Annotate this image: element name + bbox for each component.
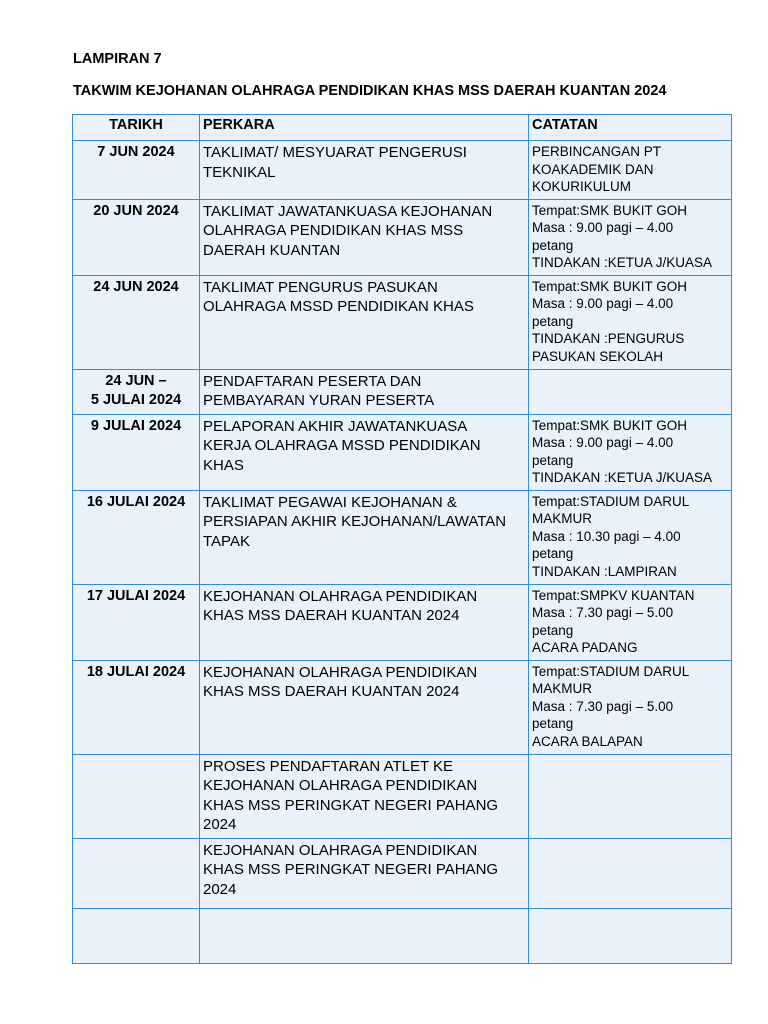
perkara-line: PERSIAPAN AKHIR KEJOHANAN/LAWATAN [203,513,507,530]
perkara-line: KEJOHANAN OLAHRAGA PENDIDIKAN [203,777,478,794]
perkara-line: DAERAH KUANTAN [203,241,341,259]
perkara-line: PENDAFTARAN PESERTA DAN [203,372,422,390]
catatan-line: Tempat:SMPKV KUANTAN [532,587,695,603]
date-cell [73,414,200,490]
catatan-line: petang [532,313,574,329]
date-cell [73,660,200,754]
perkara-line: TAKLIMAT PENGURUS PASUKAN [203,278,438,296]
catatan-line: MAKMUR [532,511,592,526]
catatan-cell [529,414,732,490]
header-perkara: PERKARA [200,115,529,141]
perkara-cell [200,754,529,838]
catatan-line: Tempat:STADIUM DARUL [532,663,690,679]
date-line: 24 JUN – [105,372,167,389]
date-line: 18 JULAI 2024 [86,663,186,680]
catatan-line: petang [532,546,574,561]
catatan-line: Masa : 7.30 pagi – 5.00 [532,605,674,620]
perkara-cell [200,838,529,908]
table-header-row [73,115,732,141]
perkara-line: PROSES PENDAFTARAN ATLET KE [203,757,454,775]
catatan-cell [529,199,732,275]
catatan-line: PASUKAN SEKOLAH [532,348,664,364]
perkara-line: 2024 [203,816,237,833]
perkara-cell [200,584,529,660]
header-tarikh: TARIKH [73,115,200,141]
catatan-line: Tempat:SMK BUKIT GOH [532,278,688,294]
table-row [73,490,732,584]
table-row [73,141,732,200]
perkara-cell [200,660,529,754]
table-row [73,275,732,369]
catatan-cell [529,369,732,414]
catatan-line: Tempat:STADIUM DARUL [532,493,690,509]
date-line: 5 JULAI 2024 [90,391,182,408]
perkara-line: 2024 [203,880,237,898]
table-row [73,754,732,838]
catatan-cell [529,141,732,200]
perkara-line: TAKLIMAT PEGAWAI KEJOHANAN & [203,493,457,511]
table-row [73,838,732,908]
catatan-line: petang [532,716,574,731]
perkara-line: KEJOHANAN OLAHRAGA PENDIDIKAN [203,587,478,605]
perkara-line: TAPAK [203,532,250,550]
catatan-line: TINDAKAN :KETUA J/KUASA [532,470,713,485]
perkara-cell [200,141,529,200]
catatan-line: petang [532,622,574,638]
date-cell [73,369,200,414]
annex-label: LAMPIRAN 7 [73,51,162,67]
perkara-line: PEMBAYARAN YURAN PESERTA [203,392,435,409]
date-cell [73,141,200,200]
perkara-cell [200,199,529,275]
perkara-cell [200,275,529,369]
table-row [73,369,732,414]
date-line: 9 JULAI 2024 [90,417,182,434]
perkara-line: KEJOHANAN OLAHRAGA PENDIDIKAN [203,663,478,681]
catatan-line: Masa : 9.00 pagi – 4.00 [532,435,674,450]
perkara-line: TAKLIMAT JAWATANKUASA KEJOHANAN [203,202,493,220]
perkara-cell [200,414,529,490]
date-cell [73,584,200,660]
perkara-line: KHAS MSS DAERAH KUANTAN 2024 [203,607,460,624]
catatan-line: Masa : 9.00 pagi – 4.00 [532,220,674,235]
catatan-cell [529,490,732,584]
table-row [73,660,732,754]
perkara-cell [200,908,529,963]
date-cell [73,754,200,838]
date-cell [73,199,200,275]
table-row [73,414,732,490]
catatan-line: petang [532,452,574,468]
perkara-cell [200,490,529,584]
date-cell [73,275,200,369]
document-title: TAKWIM KEJOHANAN OLAHRAGA PENDIDIKAN KHAS MSS DAERAH KUANTAN 2024 [73,83,667,99]
catatan-line: Masa : 10.30 pagi – 4.00 [532,528,681,544]
schedule-table [72,114,732,964]
date-cell [73,908,200,963]
date-line: 20 JUN 2024 [93,202,179,219]
catatan-line: Masa : 9.00 pagi – 4.00 [532,296,674,311]
catatan-line: Tempat:SMK BUKIT GOH [532,417,688,433]
date-cell [73,490,200,584]
catatan-line: Masa : 7.30 pagi – 5.00 [532,698,674,714]
catatan-line: TINDAKAN :PENGURUS [532,331,685,346]
catatan-line: ACARA BALAPAN [532,733,643,749]
date-line: 16 JULAI 2024 [86,493,186,510]
date-line: 24 JUN 2024 [93,278,179,295]
catatan-line: MAKMUR [532,681,592,696]
catatan-line: petang [532,237,574,253]
catatan-line: PERBINCANGAN PT [532,144,662,159]
catatan-line: KOAKADEMIK DAN [532,161,654,177]
perkara-line: KHAS MSS PERINGKAT NEGERI PAHANG [203,861,499,878]
catatan-cell [529,660,732,754]
catatan-cell [529,584,732,660]
perkara-line: PELAPORAN AKHIR JAWATANKUASA [203,417,468,435]
perkara-line: KHAS MSS PERINGKAT NEGERI PAHANG [203,796,499,814]
date-line: 17 JULAI 2024 [86,587,186,604]
catatan-cell [529,838,732,908]
perkara-line: OLAHRAGA PENDIDIKAN KHAS MSS [203,222,464,239]
catatan-line: Tempat:SMK BUKIT GOH [532,202,688,218]
catatan-cell [529,754,732,838]
perkara-line: TEKNIKAL [203,163,276,181]
perkara-line: KERJA OLAHRAGA MSSD PENDIDIKAN [203,437,481,454]
perkara-line: KHAS MSS DAERAH KUANTAN 2024 [203,683,460,700]
catatan-line: TINDAKAN :LAMPIRAN [532,563,677,579]
perkara-line: OLAHRAGA MSSD PENDIDIKAN KHAS [203,298,474,315]
perkara-line: TAKLIMAT/ MESYUARAT PENGERUSI [203,144,467,161]
catatan-cell [529,908,732,963]
perkara-cell [200,369,529,414]
catatan-line: KOKURIKULUM [532,179,632,194]
perkara-line: KHAS [203,456,244,474]
table-row [73,908,732,963]
catatan-cell [529,275,732,369]
table-body [73,141,732,964]
perkara-line: KEJOHANAN OLAHRAGA PENDIDIKAN [203,841,478,859]
date-cell [73,838,200,908]
header-catatan: CATATAN [529,115,732,141]
date-line: 7 JUN 2024 [97,144,175,160]
table-row [73,199,732,275]
catatan-line: ACARA PADANG [532,640,638,655]
table-row [73,584,732,660]
catatan-line: TINDAKAN :KETUA J/KUASA [532,255,713,270]
